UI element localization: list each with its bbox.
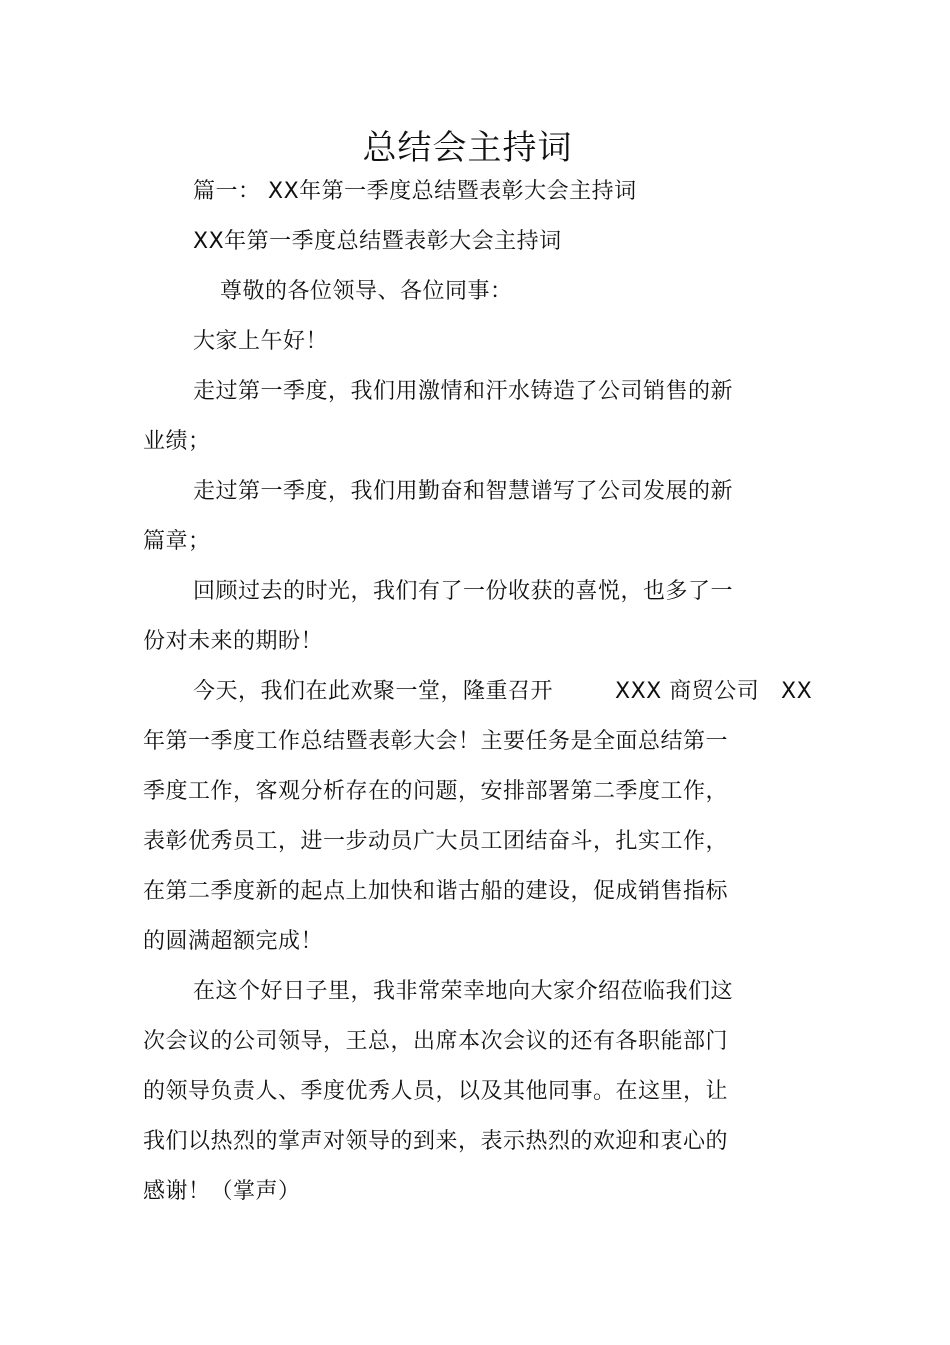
paragraph-line: 季度工作，客观分析存在的问题，安排部署第二季度工作， (143, 779, 729, 804)
paragraph-line: 感谢！（掌声） (143, 1179, 301, 1204)
paragraph-line: 走过第一季度，我们用激情和汗水铸造了公司销售的新 (193, 379, 734, 404)
page-title: 总结会主持词 (362, 128, 573, 168)
paragraph-line: 我们以热烈的掌声对领导的到来，表示热烈的欢迎和衷心的 (143, 1129, 729, 1154)
paragraph-line: 篇章； (143, 529, 211, 554)
greeting: 大家上午好！ (193, 329, 329, 354)
paragraph-line: 表彰优秀员工，进一步动员广大员工团结奋斗，扎实工作， (143, 829, 729, 854)
paragraph-line: 次会议的公司领导，王总，出席本次会议的还有各职能部门 (143, 1029, 729, 1054)
section-heading: 篇一： XX年第一季度总结暨表彰大会主持词 (193, 179, 637, 204)
salutation: 尊敬的各位领导、各位同事： (220, 279, 513, 304)
year-placeholder: XX (781, 679, 813, 704)
paragraph-line: 在第二季度新的起点上加快和谐古船的建设，促成销售指标 (143, 879, 729, 904)
paragraph-line: 走过第一季度，我们用勤奋和智慧谱写了公司发展的新 (193, 479, 734, 504)
paragraph-line: 的圆满超额完成！ (143, 929, 324, 954)
paragraph-line: 份对未来的期盼！ (143, 629, 324, 654)
paragraph-line: 回顾过去的时光，我们有了一份收获的喜悦，也多了一 (193, 579, 734, 604)
paragraph-line: 今天，我们在此欢聚一堂，隆重召开 (193, 679, 554, 704)
company-name: XXX 商贸公司 (615, 679, 760, 704)
paragraph-line: 年第一季度工作总结暨表彰大会！主要任务是全面总结第一 (143, 729, 729, 754)
paragraph-line: 在这个好日子里，我非常荣幸地向大家介绍莅临我们这 (193, 979, 734, 1004)
subtitle-line: XX年第一季度总结暨表彰大会主持词 (193, 229, 562, 254)
paragraph-line: 的领导负责人、季度优秀人员，以及其他同事。在这里，让 (143, 1079, 729, 1104)
paragraph-line: 业绩； (143, 429, 211, 454)
